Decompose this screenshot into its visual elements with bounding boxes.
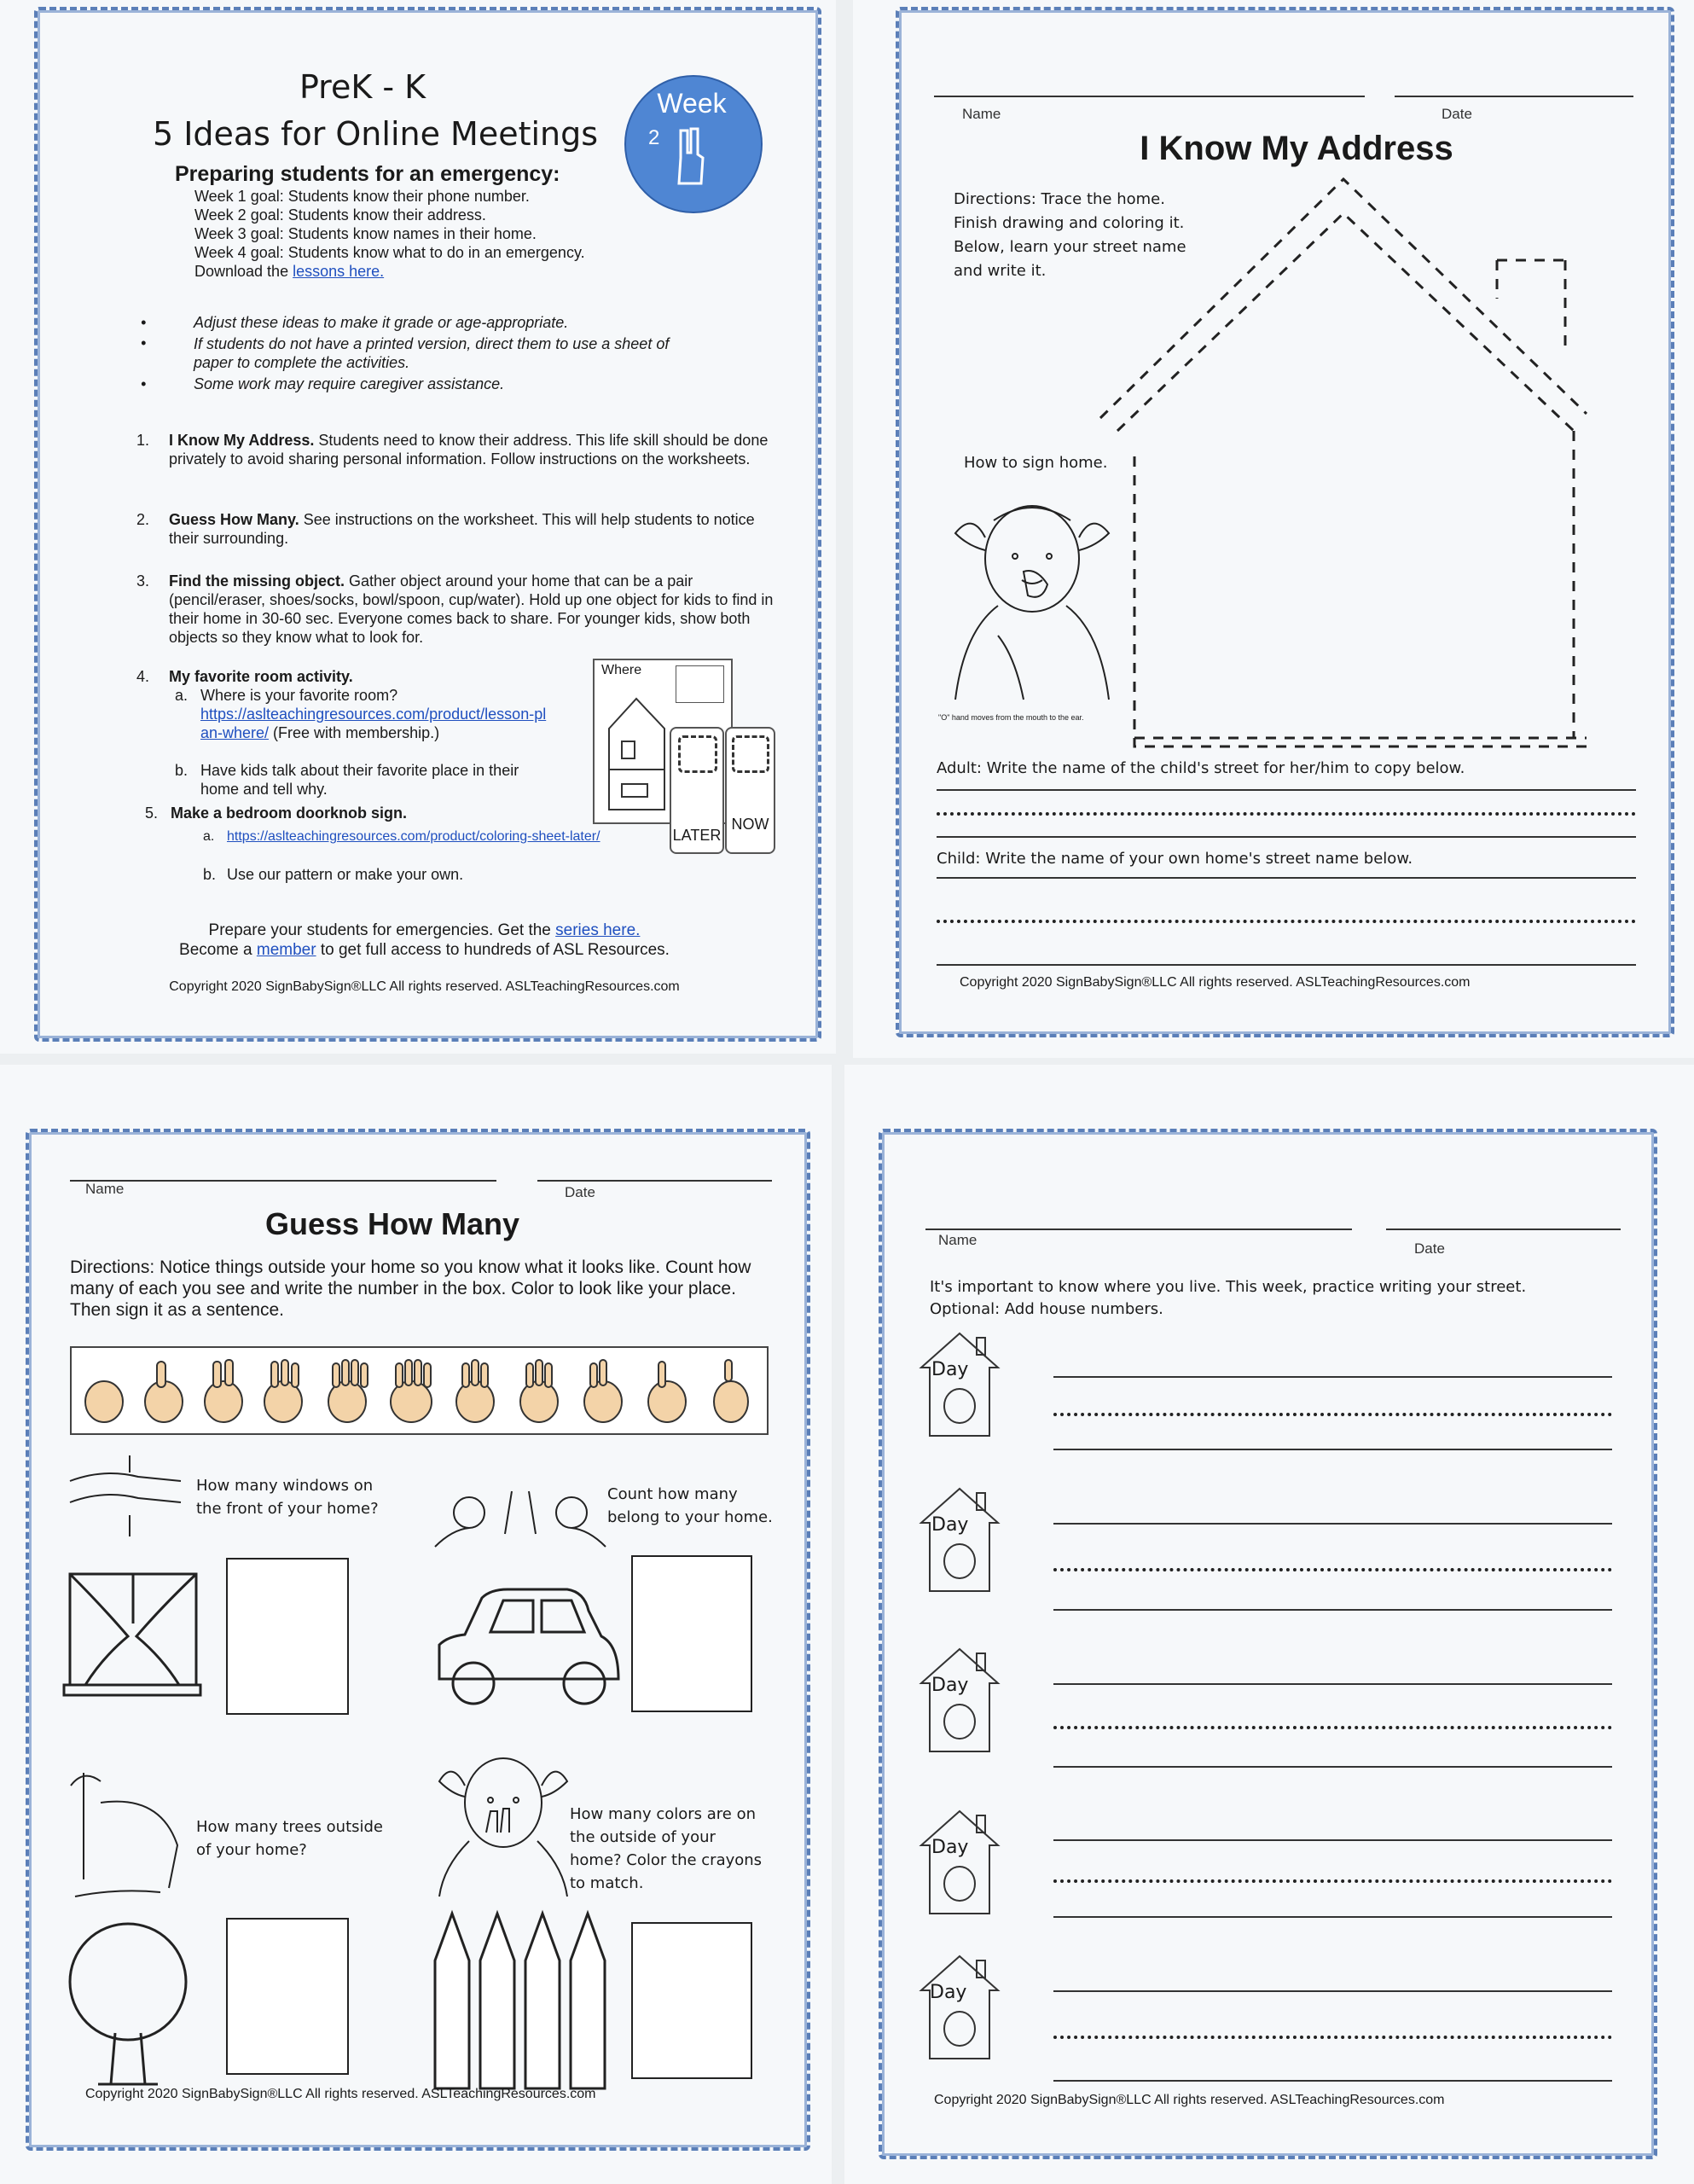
page-3-copyright: Copyright 2020 SignBabySign®LLC All rights reserved. ASLTeachingResources.com: [85, 2087, 596, 2101]
car-sign-hands-illustration: [435, 1487, 606, 1555]
windows-answer-box[interactable]: [226, 1558, 349, 1715]
child-prompt: Child: Write the name of your own home's street name below.: [937, 850, 1413, 868]
download-prefix: Download the: [194, 263, 293, 280]
day-row-5: [844, 1952, 1694, 2080]
page-2-copyright: Copyright 2020 SignBabySign®LLC All rights reserved. ASLTeachingResources.com: [960, 975, 1471, 990]
page-3-title: Guess How Many: [264, 1206, 520, 1241]
name-label: Name: [938, 1232, 978, 1248]
lessons-link[interactable]: lessons here.: [293, 263, 385, 280]
adult-dotted-line: [937, 812, 1636, 816]
adult-bottom-line: [937, 836, 1636, 838]
house-room-icon: [605, 694, 669, 814]
date-label: Date: [1442, 106, 1472, 122]
tree-sign-illustration: [67, 1769, 194, 1914]
lesson-plan-where-link[interactable]: https://aslteachingresources.com/product/lesson-plan-where/: [200, 706, 547, 741]
house-girl-icon: [917, 1484, 1002, 1595]
day-row-2: [844, 1484, 1694, 1612]
later-label: LATER: [672, 827, 722, 844]
item-4-title: My favorite room activity.: [169, 668, 353, 685]
item-1-title: I Know My Address.: [169, 432, 315, 449]
item-2-title: Guess How Many.: [169, 511, 299, 528]
crayons-illustration: [431, 1909, 614, 2093]
date-line: [1395, 96, 1633, 97]
day-row-4: [844, 1798, 1694, 1926]
item-3-text: Gather object around your home that can be a pair (pencil/eraser, shoes/socks, bowl/spoon, cup/water). Hold up one object for kids to find in their home in 30-60 sec. Everyone comes back to share. For younger kids, show both objects so they know what to look for.: [169, 572, 774, 646]
item-4-number: 4.: [136, 668, 150, 685]
page-2-title: I Know My Address: [1140, 130, 1453, 167]
house-girl-icon: [917, 1807, 1002, 1918]
day-label: Day: [931, 1837, 969, 1858]
item-4-b-label: b.: [175, 762, 189, 779]
page-1-subtitle: 5 Ideas for Online Meetings: [152, 115, 599, 153]
sign-note: "O" hand moves from the mouth to the ear.: [938, 713, 1084, 722]
item-5-a-label: a.: [203, 829, 215, 844]
two-fingers-hand-icon: [665, 124, 716, 192]
date-line: [1386, 1228, 1621, 1230]
download-line: [194, 263, 384, 281]
name-line: [925, 1228, 1352, 1230]
item-5-b-label: b.: [203, 866, 217, 883]
child-top-line: [937, 877, 1636, 879]
page-1-heading: Preparing students for an emergency:: [175, 162, 560, 186]
goal-3: Week 3 goal: Students know names in their home.: [194, 225, 537, 242]
member-link[interactable]: member: [256, 941, 316, 959]
house-girl-icon: [917, 1329, 1002, 1440]
item-4-a-note: (Free with membership.): [269, 724, 440, 741]
footer-line-1: Prepare your students for emergencies. Get the series here.: [208, 921, 641, 939]
coloring-sheet-later-link[interactable]: https://aslteachingresources.com/product/coloring-sheet-later/: [227, 829, 600, 844]
window-sign-hands-illustration: [70, 1455, 189, 1536]
page-4-intro: It's important to know where you live. This week, practice writing your street. Optional: Add house numbers.: [930, 1278, 1527, 1318]
page-4-copyright: Copyright 2020 SignBabySign®LLC All rights reserved. ASLTeachingResources.com: [934, 2093, 1445, 2107]
adult-prompt: Adult: Write the name of the child's street for her/him to copy below.: [937, 759, 1465, 777]
goal-4: Week 4 goal: Students know what to do in an emergency.: [194, 244, 585, 261]
now-label: NOW: [731, 816, 769, 833]
tree-illustration: [64, 1922, 192, 2088]
child-bottom-line: [937, 964, 1636, 966]
page-2-sheet: [853, 0, 1694, 1058]
item-5-title: Make a bedroom doorknob sign.: [171, 804, 408, 822]
item-2-number: 2.: [136, 511, 150, 528]
date-label: Date: [1414, 1240, 1445, 1257]
day-row-3: [844, 1645, 1694, 1773]
day-row-1: [844, 1329, 1694, 1457]
date-label: Date: [565, 1184, 595, 1200]
question-windows: How many windows on the front of your home?: [196, 1477, 379, 1518]
item-1-text: Students need to know their address. This life skill should be done privately to avoid sharing personal information. Follow instructions on the worksheets.: [169, 432, 769, 468]
name-label: Name: [962, 106, 1001, 122]
sign-home-caption: How to sign home.: [964, 454, 1108, 472]
page-1-title: PreK - K: [299, 68, 426, 106]
trace-house-outline: [1100, 175, 1629, 755]
page-3-sheet: [0, 1065, 832, 2184]
colors-sign-girl-illustration: [439, 1747, 567, 1896]
page-3-directions: Directions: Notice things outside your home so you know what it looks like. Count how many of each you see and write the number in the box. Color to look like your place. Then sign it as a sentence.: [70, 1258, 751, 1320]
name-line: [70, 1180, 496, 1182]
house-girl-icon: [917, 1952, 1002, 2063]
goal-1: Week 1 goal: Students know their phone number.: [194, 188, 530, 205]
item-1-number: 1.: [136, 432, 150, 449]
now-sign-thumbnail: [725, 727, 775, 854]
day-label: Day: [930, 1982, 967, 2003]
item-4-a-text: Where is your favorite room?: [200, 687, 398, 704]
child-dotted-line: [937, 920, 1636, 923]
item-4-a-label: a.: [175, 687, 189, 704]
week-badge-number: 2: [648, 126, 660, 149]
where-thumbnail-label: Where: [601, 663, 642, 677]
page-4-sheet: [844, 1065, 1694, 2184]
later-sign-thumbnail: [670, 727, 724, 854]
item-4-b-text: Have kids talk about their favorite place in their home and tell why.: [200, 762, 519, 798]
item-2-text: See instructions on the worksheet. This will help students to notice their surrounding.: [169, 511, 755, 547]
question-colors: How many colors are on the outside of your home? Color the crayons to match.: [570, 1805, 763, 1892]
day-label: Day: [931, 1359, 969, 1380]
footer-line-2: Become a member to get full access to hundreds of ASL Resources.: [179, 941, 670, 959]
car-illustration: [431, 1585, 623, 1713]
item-3-title: Find the missing object.: [169, 572, 345, 590]
day-label: Day: [931, 1675, 969, 1696]
item-5-b-text: Use our pattern or make your own.: [227, 866, 464, 883]
number-sign-hands-icons: [78, 1355, 761, 1427]
page-1-copyright: Copyright 2020 SignBabySign®LLC All rights reserved. ASLTeachingResources.com: [169, 979, 680, 994]
name-label: Name: [85, 1181, 125, 1197]
window-illustration: [68, 1572, 205, 1709]
item-5-number: 5.: [145, 804, 159, 822]
name-line: [934, 96, 1365, 97]
page-1-sheet: PreK - K 5 Ideas for Online Meetings Week 2 Preparing students for an emergency: Week 1 goal: Students know their phone number. Week 2 goal: Students know their address. Week 3 goal: Students know names in their home. Week 4 goal: Students know what to do in an emergency. Download the lessons here. • Adjust these ideas to make it grade or age-appropriate. • If students do not have a printed version, direct them to use a sheet of paper to complete the activities. • Some work may require caregiver assistance. 1. I Know My Address. Students need to know their address. This life skill should be done privately to avoid sharing personal information. Follow instructions on the worksheets. 2. Guess How Many. See instructions on the worksheet. This will help students to notice their surrounding. 3. Find the missing object. Gather object around your home that can be a pair (pencil/eraser, shoes/socks, bowl/spoon, cup/water). Hold up one object for kids to find in their home in 30-60 sec. Everyone comes back to share. For younger kids, show both objects so they know what to look for. 4. My favorite room activity. a. Where is your favorite room? https://aslteachingresources.com/product/lesson-plan-where/ (Free with membership.) b. Have kids talk about their favorite place in their home and tell why. Where LATER NOW 5. Make a bedroom doorknob sign. a. https://aslteachingresources.com/product/coloring-sheet-later/ b. Use our pattern or make your own. Prepare your students for emergencies. Get the series here. Become a member to get full access to hundreds of ASL Resources. Copyright 2020 SignBabySign®LLC All rights reserved. ASLTeachingResources.com: [0, 0, 836, 1054]
question-cars: Count how many belong to your home.: [607, 1485, 773, 1526]
goal-2: Week 2 goal: Students know their address.: [194, 206, 486, 224]
item-3-number: 3.: [136, 572, 150, 590]
where-sign-box: [676, 665, 724, 703]
page-2-directions: Directions: Trace the home. Finish drawing and coloring it. Below, learn your street name and write it.: [954, 190, 1186, 280]
series-link[interactable]: series here.: [555, 921, 641, 939]
week-badge-word: Week: [657, 88, 727, 119]
adult-top-line: [937, 789, 1636, 791]
question-trees: How many trees outside of your home?: [196, 1818, 384, 1859]
girl-signing-home-illustration: [947, 486, 1117, 704]
cars-answer-box[interactable]: [631, 1555, 752, 1712]
trees-answer-box[interactable]: [226, 1918, 349, 2075]
day-label: Day: [931, 1514, 969, 1536]
date-line: [537, 1180, 772, 1182]
house-girl-icon: [917, 1645, 1002, 1756]
colors-answer-box[interactable]: [631, 1922, 752, 2079]
